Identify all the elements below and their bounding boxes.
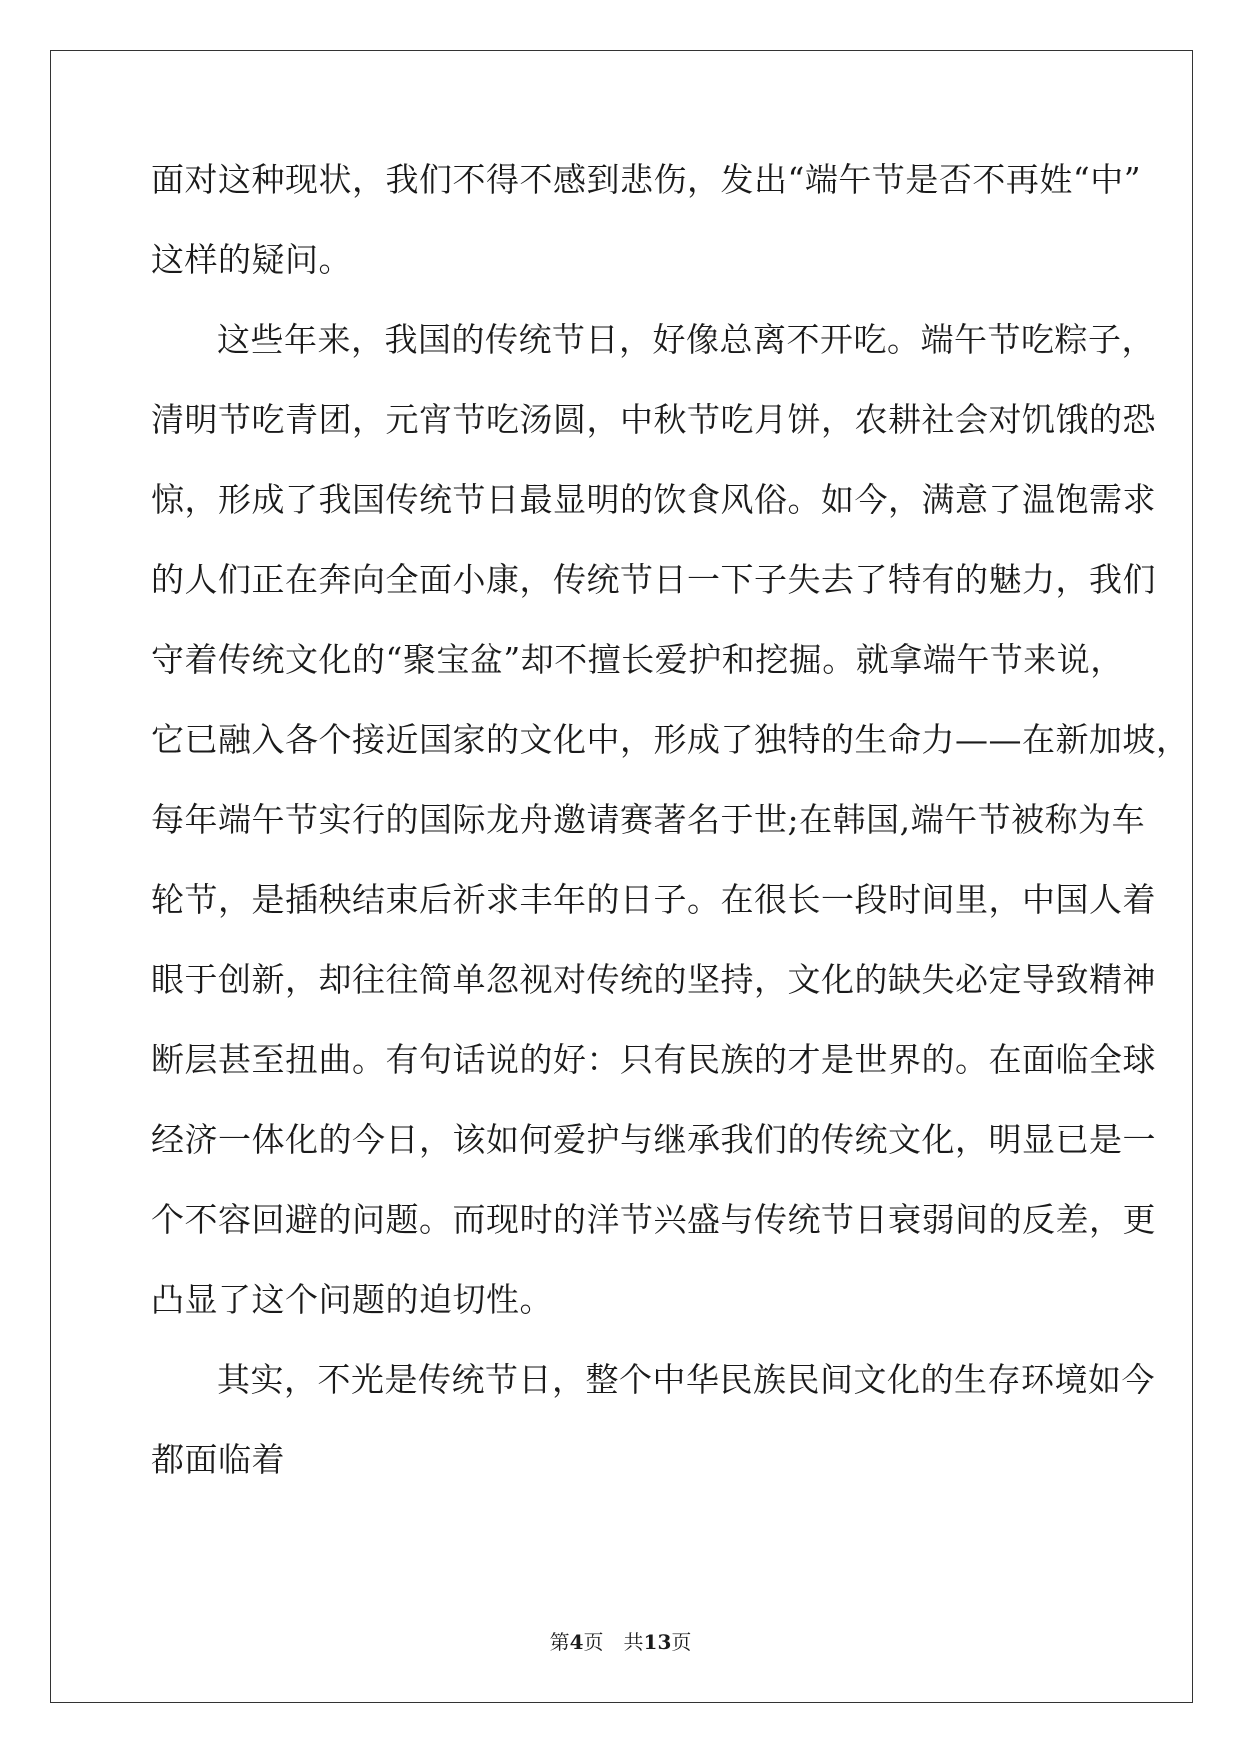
- text-line-7: 守着传统文化的“聚宝盆”却不擅长爱护和挖掘。就拿端午节来说，: [151, 640, 1124, 679]
- text-line-5: 惊，形成了我国传统节日最显明的饮食风俗。如今，满意了温饱需求: [151, 480, 1156, 519]
- footer-prefix: 第: [549, 1630, 570, 1654]
- text-line-9: 每年端午节实行的国际龙舟邀请赛著名于世;在韩国,端午节被称为车: [151, 800, 1146, 839]
- text-line-1: 面对这种现状，我们不得不感到悲伤，发出“端午节是否不再姓“中”: [151, 160, 1142, 199]
- text-line-2: 这样的疑问。: [151, 240, 352, 279]
- document-body: [151, 140, 1190, 1500]
- text-line-14: 个不容回避的问题。而现时的洋节兴盛与传统节日衰弱间的反差，更: [151, 1200, 1156, 1239]
- text-line-6: 的人们正在奔向全面小康，传统节日一下子失去了特有的魅力，我们: [151, 560, 1156, 599]
- footer-page-number: 4: [569, 1630, 584, 1654]
- footer-total-prefix: 共: [623, 1630, 644, 1654]
- footer-total-suffix: 页: [671, 1630, 692, 1654]
- text-line-16: 其实，不光是传统节日，整个中华民族民间文化的生存环境如今: [217, 1360, 1155, 1399]
- text-line-15: 凸显了这个问题的迫切性。: [151, 1280, 553, 1319]
- text-line-13: 经济一体化的今日，该如何爱护与继承我们的传统文化，明显已是一: [151, 1120, 1156, 1159]
- text-line-12: 断层甚至扭曲。有句话说的好：只有民族的才是世界的。在面临全球: [151, 1040, 1156, 1079]
- text-line-11: 眼于创新，却往往简单忽视对传统的坚持，文化的缺失必定导致精神: [151, 960, 1156, 999]
- footer-total-pages: 13: [643, 1630, 672, 1654]
- text-line-4: 清明节吃青团，元宵节吃汤圆，中秋节吃月饼，农耕社会对饥饿的恐: [151, 400, 1156, 439]
- page-footer: [0, 1626, 1241, 1655]
- text-line-8: 它已融入各个接近国家的文化中，形成了独特的生命力——在新加坡，: [151, 720, 1190, 759]
- text-line-3: 这些年来，我国的传统节日，好像总离不开吃。端午节吃粽子，: [217, 320, 1155, 359]
- text-line-10: 轮节，是插秧结束后祈求丰年的日子。在很长一段时间里，中国人着: [151, 880, 1156, 919]
- footer-page-suffix: 页: [583, 1630, 604, 1654]
- text-line-17: 都面临着: [151, 1440, 285, 1479]
